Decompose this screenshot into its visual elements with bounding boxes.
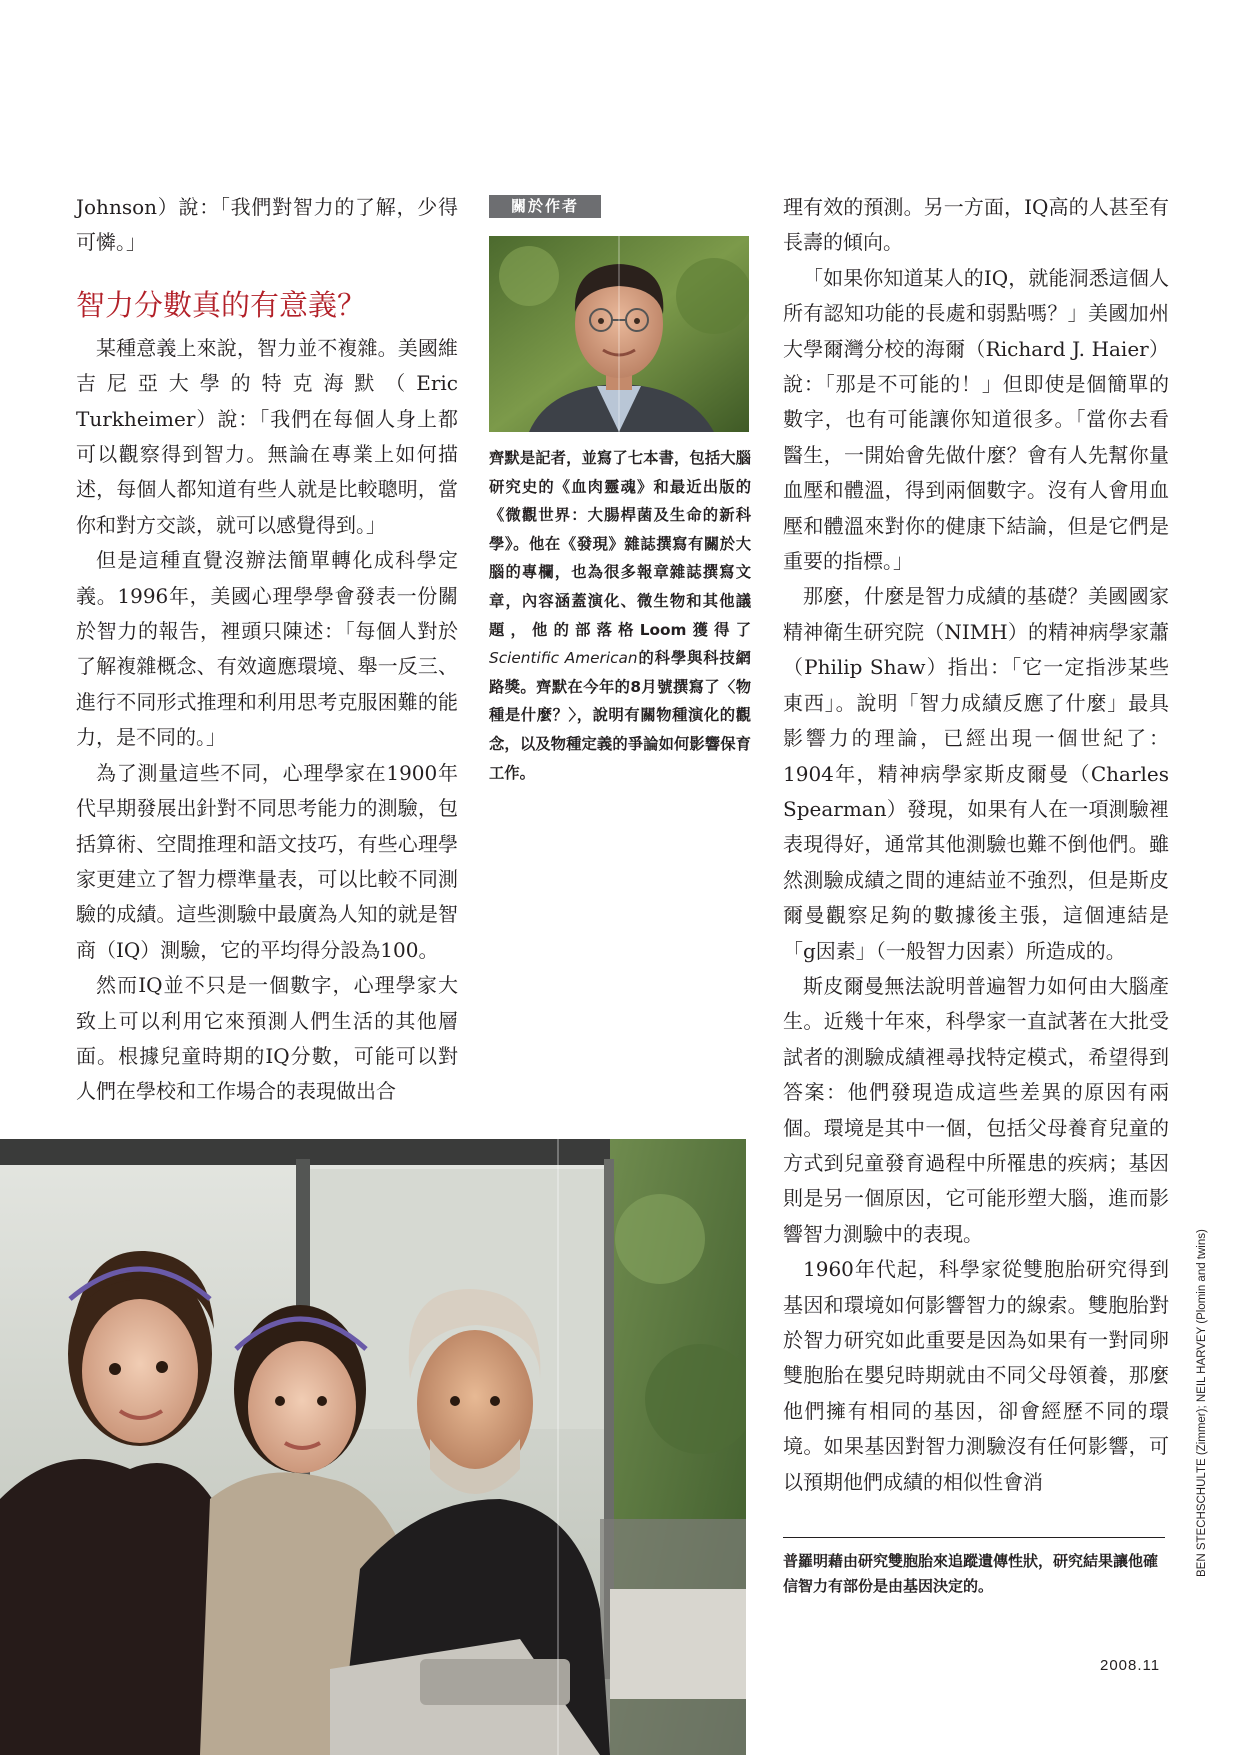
author-portrait-illustration (489, 236, 749, 432)
author-photo (489, 236, 749, 432)
right-paragraph-2: 那麼，什麼是智力成績的基礎？美國國家精神衛生研究院（NIMH）的精神病學家蕭（Philip Shaw）指出：「它一定指涉某些東西」。說明「智力成績反應了什麼」最具影響力的理論，已經出現一個世紀了：1904年，精神病學家斯皮爾曼（Charles Spearman）發現，如果有人在一項測驗裡表現得好，通常其他測驗也難不倒他們。雖然測驗成績之間的連結並不強烈，但是斯皮爾曼觀察足夠的數據後主張，這個連結是「g因素」（一般智力因素）所造成的。 (783, 584, 1169, 963)
page-footer-date: 2008.11 (1100, 1657, 1161, 1674)
left-paragraph-2: 但是這種直覺沒辦法簡單轉化成科學定義。1996年，美國心理學學會發表一份關於智力的報告，裡頭只陳述：「每個人對於了解複雜概念、有效適應環境、舉一反三、進行不同形式推理和利用思考克服困難的能力，是不同的。」 (76, 548, 458, 750)
left-paragraph-4: 然而IQ並不只是一個數字，心理學家大致上可以利用它來預測人們生活的其他層面。根據兒童時期的IQ分數，可能可以對人們在學校和工作場合的表現做出合 (76, 973, 458, 1104)
author-bio-italic: Scientific American (489, 649, 638, 668)
left-carryover-paragraph: Johnson）說：「我們對智力的了解，少得可憐。」 (76, 195, 458, 255)
left-paragraph-1: 某種意義上來說，智力並不複雜。美國維吉尼亞大學的特克海默（Eric Turkheimer）說：「我們在每個人身上都可以觀察得到智力。無論在專業上如何描述，每個人都知道有些人就是比較聰明，當你和對方交談，就可以感覺得到。」 (76, 335, 458, 537)
about-author-label: 關於作者 (489, 195, 601, 218)
author-bio-part1: 齊默是記者，並寫了七本書，包括大腦研究史的《血肉靈魂》和最近出版的《微觀世界：大腸桿菌及生命的新科學》。他在《發現》雜誌撰寫有關於大腦的專欄，也為很多報章雜誌撰寫文章，內容涵蓋演化、微生物和其他議題，他的部落格Loom獲得了 (489, 449, 751, 639)
main-photo (0, 1139, 746, 1755)
right-carryover-paragraph: 理有效的預測。另一方面，IQ高的人甚至有長壽的傾向。 (783, 195, 1169, 255)
left-text-column (76, 190, 458, 1110)
left-paragraph-3: 為了測量這些不同，心理學家在1900年代早期發展出針對不同思考能力的測驗，包括算術、空間推理和語文技巧，有些心理學家更建立了智力標準量表，可以比較不同測驗的成績。這些測驗中最廣為人知的就是智商（IQ）測驗，它的平均得分設為100。 (76, 760, 458, 962)
photo-caption: 普羅明藉由研究雙胞胎來追蹤遺傳性狀，研究結果讓他確信智力有部份是由基因決定的。 (783, 1552, 1159, 1595)
author-bio (489, 444, 751, 787)
right-paragraph-3: 斯皮爾曼無法說明普遍智力如何由大腦產生。近幾十年來，科學家一直試著在大批受試者的測驗成績裡尋找特定模式，希望得到答案：他們發現造成這些差異的原因有兩個。環境是其中一個，包括父母養育兒童的方式到兒童發育過程中所罹患的疾病；基因則是另一個原因，它可能形塑大腦，進而影響智力測驗中的表現。 (783, 973, 1169, 1246)
author-bio-part2: 的科學與科技網路獎。齊默在今年的8月號撰寫了〈物種是什麼？〉，說明有關物種演化的觀念，以及物種定義的爭論如何影響保育工作。 (489, 649, 751, 782)
family-photo-illustration (0, 1139, 746, 1755)
section-heading: 智力分數真的有意義？ (76, 287, 367, 322)
right-paragraph-4: 1960年代起，科學家從雙胞胎研究得到基因和環境如何影響智力的線索。雙胞胎對於智力研究如此重要是因為如果有一對同卵雙胞胎在嬰兒時期就由不同父母領養，那麼他們擁有相同的基因，卻會經歷不同的環境。如果基因對智力測驗沒有任何影響，可以預期他們成績的相似性會消 (783, 1257, 1169, 1494)
right-text-column (783, 190, 1169, 1500)
right-paragraph-1: 「如果你知道某人的IQ，就能洞悉這個人所有認知功能的長處和弱點嗎？」美國加州大學爾灣分校的海爾（Richard J. Haier）說：「那是不可能的！」但即使是個簡單的數字，也有可能讓你知道很多。「當你去看醫生，一開始會先做什麼？會有人先幫你量血壓和體溫，得到兩個數字。沒有人會用血壓和體溫來對你的健康下結論，但是它們是重要的指標。」 (783, 265, 1169, 574)
photo-credit: BEN STECHSCHULTE (Zimmer); NEIL HARVEY (Plomin and twins) (1196, 1229, 1208, 1577)
caption-divider (783, 1537, 1165, 1538)
